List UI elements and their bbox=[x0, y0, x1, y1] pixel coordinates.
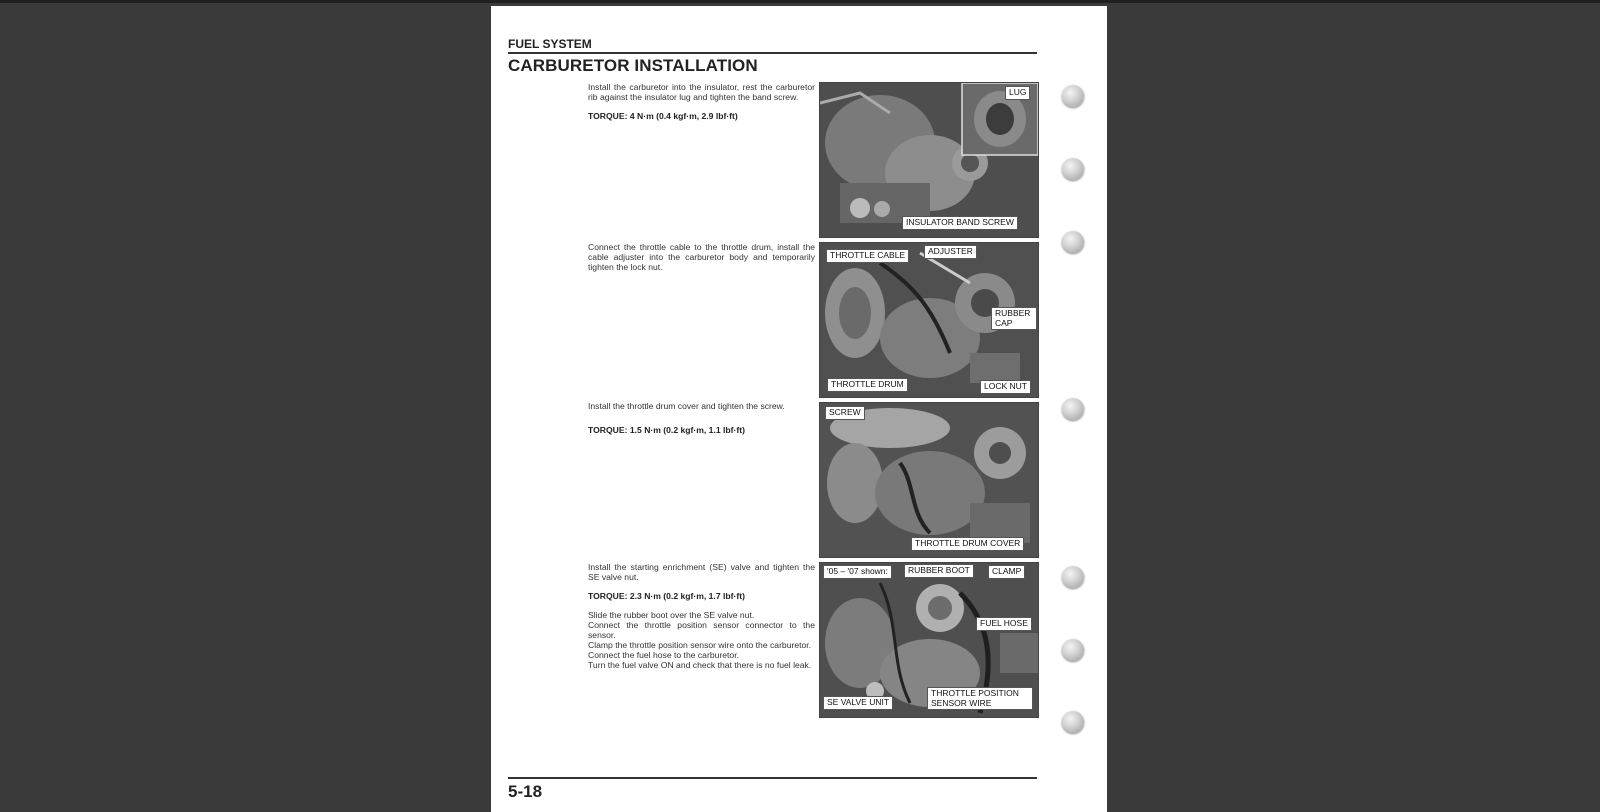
callout-model-years-shown: '05 – '07 shown: bbox=[823, 565, 892, 579]
binder-hole-3 bbox=[1062, 231, 1084, 253]
binder-hole-7 bbox=[1062, 711, 1084, 733]
step-3-torque: TORQUE: 1.5 N·m (0.2 kgf·m, 1.1 lbf·ft) bbox=[588, 425, 745, 435]
step-1-torque: TORQUE: 4 N·m (0.4 kgf·m, 2.9 lbf·ft) bbox=[588, 111, 738, 121]
binder-hole-4 bbox=[1062, 398, 1084, 420]
section-title: FUEL SYSTEM bbox=[508, 37, 592, 51]
step-4-extra-3: Clamp the throttle position sensor wire onto the carburetor. bbox=[588, 640, 812, 650]
header-rule bbox=[508, 52, 1037, 54]
callout-rubber-boot: RUBBER BOOT bbox=[904, 564, 974, 578]
step-4-extra-1: Slide the rubber boot over the SE valve nut. bbox=[588, 610, 755, 620]
callout-adjuster: ADJUSTER bbox=[924, 245, 977, 259]
callout-se-valve-unit: SE VALVE UNIT bbox=[823, 696, 893, 710]
step-4-instruction: Install the starting enrichment (SE) valve and tighten the SE valve nut. bbox=[588, 562, 815, 582]
callout-lock-nut: LOCK NUT bbox=[980, 380, 1031, 394]
manual-page bbox=[491, 6, 1107, 812]
step-1-text-block bbox=[588, 82, 815, 130]
step-4-extra-5: Turn the fuel valve ON and check that there is no fuel leak. bbox=[588, 660, 812, 670]
step-2-photo bbox=[819, 242, 1039, 398]
step-4-torque: TORQUE: 2.3 N·m (0.2 kgf·m, 1.7 lbf·ft) bbox=[588, 591, 745, 601]
binder-hole-5 bbox=[1062, 566, 1084, 588]
page-number: 5-18 bbox=[508, 782, 543, 801]
step-2-text-block bbox=[588, 242, 815, 281]
step-3-text-block bbox=[588, 401, 815, 444]
callout-lug: LUG bbox=[1005, 86, 1030, 100]
callout-screw: SCREW bbox=[825, 406, 865, 420]
step-4-text-block bbox=[588, 562, 815, 670]
callout-fuel-hose: FUEL HOSE bbox=[976, 617, 1032, 631]
footer-rule bbox=[508, 777, 1037, 779]
binder-hole-6 bbox=[1062, 639, 1084, 661]
step-4-extra-4: Connect the fuel hose to the carburetor. bbox=[588, 650, 739, 660]
callout-throttle-cable: THROTTLE CABLE bbox=[826, 249, 909, 263]
step-2-instruction: Connect the throttle cable to the throttle drum, install the cable adjuster into the carburetor body and temporarily tighten the lock nut. bbox=[588, 242, 815, 272]
callout-rubber-cap: RUBBER CAP bbox=[991, 307, 1037, 330]
callout-clamp: CLAMP bbox=[988, 565, 1025, 579]
step-1-instruction: Install the carburetor into the insulator, rest the carburetor rib against the insulator lug and tighten the band screw. bbox=[588, 82, 815, 102]
binder-hole-1 bbox=[1062, 85, 1084, 107]
viewer-top-strip bbox=[0, 0, 1600, 3]
throttle-drum-cover-image bbox=[820, 403, 1038, 557]
step-3-instruction: Install the throttle drum cover and tighten the screw. bbox=[588, 401, 785, 411]
step-4-photo bbox=[819, 562, 1039, 718]
binder-hole-2 bbox=[1062, 158, 1084, 180]
callout-throttle-drum-cover: THROTTLE DRUM COVER bbox=[911, 537, 1024, 551]
callout-insulator-band-screw: INSULATOR BAND SCREW bbox=[902, 216, 1018, 230]
step-1-photo bbox=[819, 82, 1039, 238]
step-4-extra-instructions bbox=[588, 610, 815, 670]
callout-throttle-drum: THROTTLE DRUM bbox=[827, 378, 908, 392]
carburetor-insulator-image bbox=[820, 83, 1038, 237]
step-3-photo bbox=[819, 402, 1039, 558]
callout-throttle-position-sensor-wire: THROTTLE POSITION SENSOR WIRE bbox=[927, 687, 1033, 710]
page-title: CARBURETOR INSTALLATION bbox=[508, 56, 758, 75]
step-4-extra-2: Connect the throttle position sensor connector to the sensor. bbox=[588, 620, 815, 640]
